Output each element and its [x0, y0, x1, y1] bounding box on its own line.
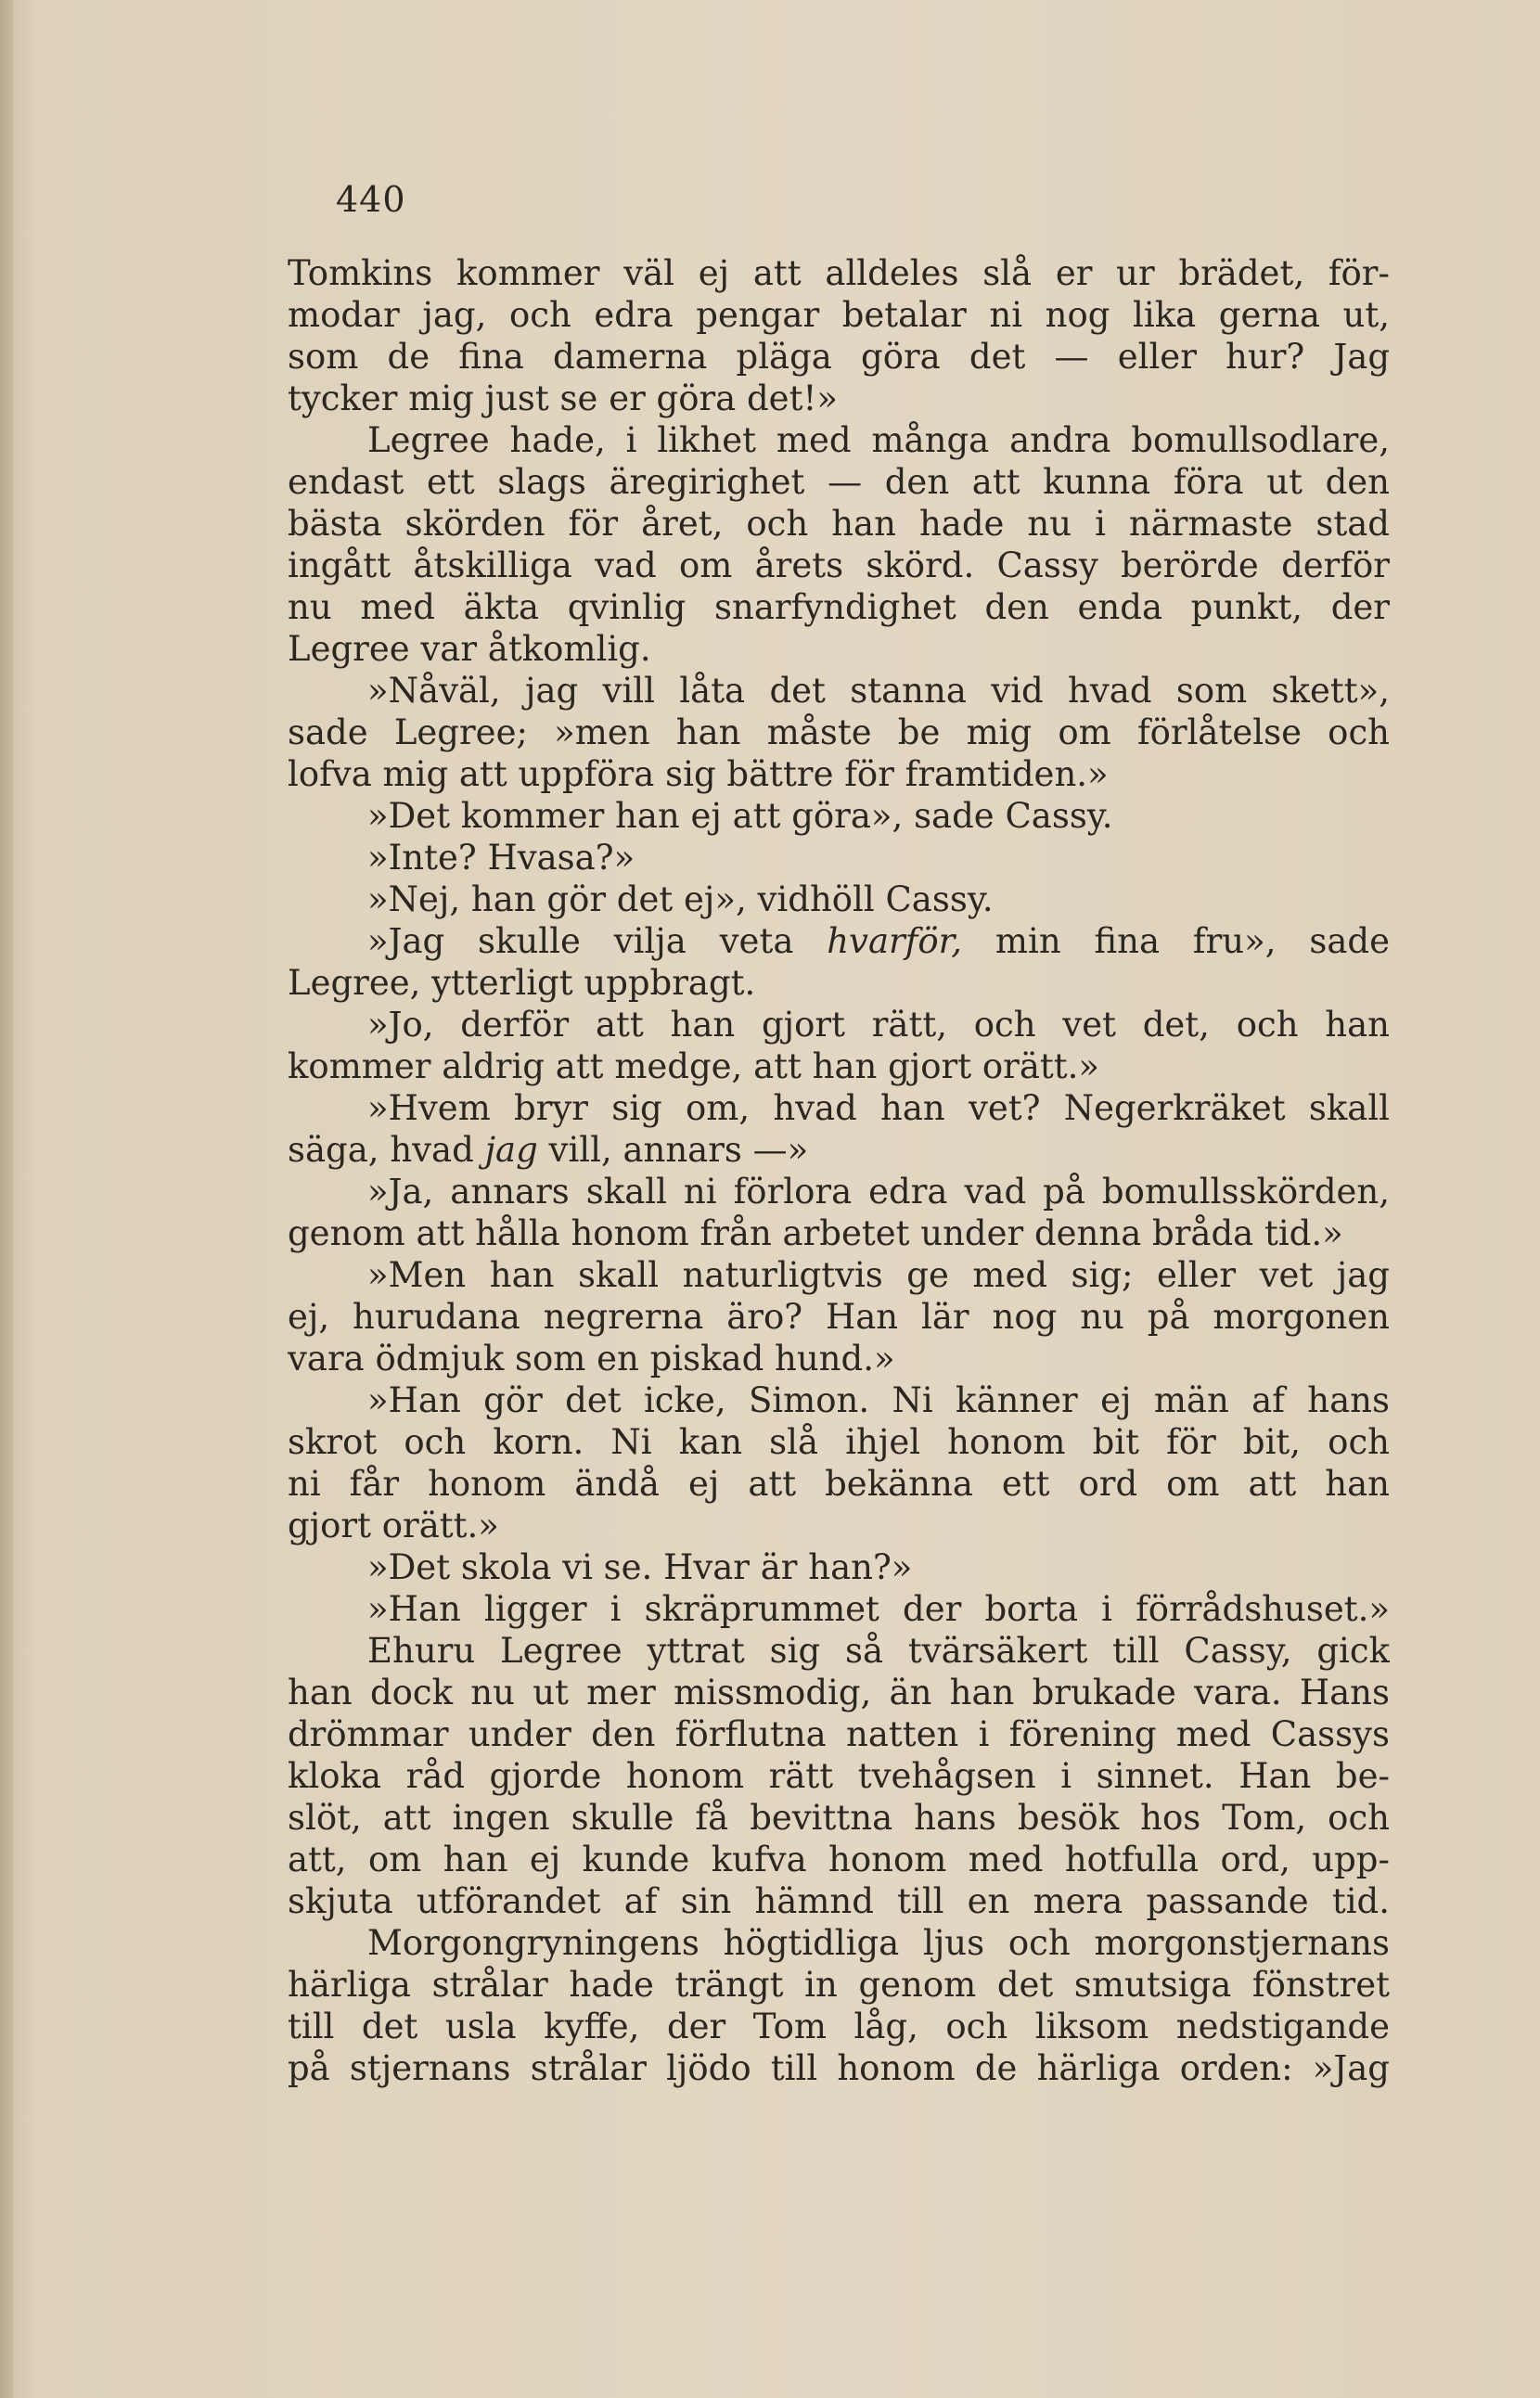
- text-segment: min fina fru», sade: [962, 921, 1390, 961]
- text-line: gjort orätt.»: [288, 1506, 499, 1545]
- text-line: [288, 1129, 1390, 1171]
- text-line: nu med äkta qvinlig snarfyndighet den enda punkt, der: [288, 587, 1390, 627]
- text-line: endast ett slags äregirighet — den att kunna föra ut den: [288, 462, 1390, 502]
- text-line: »Jo, derför att han gjort rätt, och vet det, och han: [367, 1005, 1390, 1045]
- text-segment: vill, annars —»: [537, 1130, 809, 1170]
- text-line: som de fina damerna pläga göra det — eller hur? Jag: [288, 337, 1390, 377]
- text-line: »Det kommer han ej att göra», sade Cassy.: [367, 796, 1113, 836]
- text-line: Ehuru Legree yttrat sig så tvärsäkert till Cassy, gick: [367, 1631, 1390, 1671]
- text-line: Legree hade, i likhet med många andra bomullsodlare,: [367, 420, 1390, 460]
- text-line: att, om han ej kunde kufva honom med hotfulla ord, upp-: [288, 1840, 1390, 1879]
- text-line: kloka råd gjorde honom rätt tvehågsen i sinnet. Han be-: [288, 1756, 1390, 1796]
- text-line: »Ja, annars skall ni förlora edra vad på bomullsskörden,: [367, 1172, 1390, 1212]
- text-line: Legree var åtkomlig.: [288, 629, 651, 669]
- text-line: »Inte? Hvasa?»: [367, 838, 635, 878]
- text-line: vara ödmjuk som en piskad hund.»: [288, 1339, 895, 1379]
- emphasized-word: jag: [484, 1130, 538, 1170]
- text-line: lofva mig att uppföra sig bättre för framtiden.»: [288, 754, 1109, 794]
- text-line: sade Legree; »men han måste be mig om förlåtelse och: [288, 712, 1390, 752]
- text-line: tycker mig just se er göra det!»: [288, 378, 838, 418]
- text-line: »Det skola vi se. Hvar är han?»: [367, 1547, 913, 1587]
- text-line: han dock nu ut mer missmodig, än han brukade vara. Hans: [288, 1673, 1390, 1712]
- page-binding-edge: [0, 0, 13, 2398]
- text-line: drömmar under den förflutna natten i förening med Cassys: [288, 1714, 1390, 1754]
- text-line: bästa skörden för året, och han hade nu i närmaste stad: [288, 504, 1390, 544]
- text-segment: säga, hvad: [288, 1130, 485, 1170]
- text-line: Tomkins kommer väl ej att alldeles slå er ur brädet, för-: [288, 253, 1390, 293]
- text-line: slöt, att ingen skulle få bevittna hans besök hos Tom, och: [288, 1798, 1390, 1838]
- text-line: [288, 920, 1390, 962]
- text-line: genom att hålla honom från arbetet under denna bråda tid.»: [288, 1213, 1343, 1253]
- text-line: kommer aldrig att medge, att han gjort orätt.»: [288, 1046, 1100, 1086]
- text-segment: »Jag skulle vilja veta: [367, 921, 828, 961]
- text-line: »Han gör det icke, Simon. Ni känner ej män af hans: [367, 1380, 1390, 1420]
- text-line: ingått åtskilliga vad om årets skörd. Cassy berörde derför: [288, 545, 1390, 585]
- text-line: »Men han skall naturligtvis ge med sig; eller vet jag: [367, 1255, 1390, 1295]
- text-line: »Han ligger i skräprummet der borta i förrådshuset.»: [367, 1589, 1390, 1629]
- text-line: härliga strålar hade trängt in genom det smutsiga fönstret: [288, 1965, 1390, 2005]
- text-line: »Nej, han gör det ej», vidhöll Cassy.: [367, 879, 994, 919]
- text-line: skjuta utförandet af sin hämnd till en mera passande tid.: [288, 1881, 1390, 1921]
- text-line: »Hvem bryr sig om, hvad han vet? Negerkräket skall: [367, 1088, 1390, 1128]
- text-line: på stjernans strålar ljödo till honom de härliga orden: »Jag: [288, 2048, 1390, 2088]
- text-line: modar jag, och edra pengar betalar ni nog lika gerna ut,: [288, 295, 1390, 335]
- text-line: »Nåväl, jag vill låta det stanna vid hvad som skett»,: [367, 671, 1390, 711]
- body-text: [288, 252, 1390, 2089]
- page-number: 440: [336, 179, 406, 220]
- text-line: till det usla kyffe, der Tom låg, och liksom nedstigande: [288, 2007, 1390, 2046]
- emphasized-word: hvarför,: [827, 921, 963, 961]
- text-line: Morgongryningens högtidliga ljus och morgonstjernans: [367, 1923, 1390, 1963]
- text-line: skrot och korn. Ni kan slå ihjel honom bit för bit, och: [288, 1422, 1390, 1462]
- text-line: ni får honom ändå ej att bekänna ett ord om att han: [288, 1464, 1390, 1504]
- text-line: Legree, ytterligt uppbragt.: [288, 963, 756, 1003]
- text-line: ej, hurudana negrerna äro? Han lär nog nu på morgonen: [288, 1297, 1390, 1337]
